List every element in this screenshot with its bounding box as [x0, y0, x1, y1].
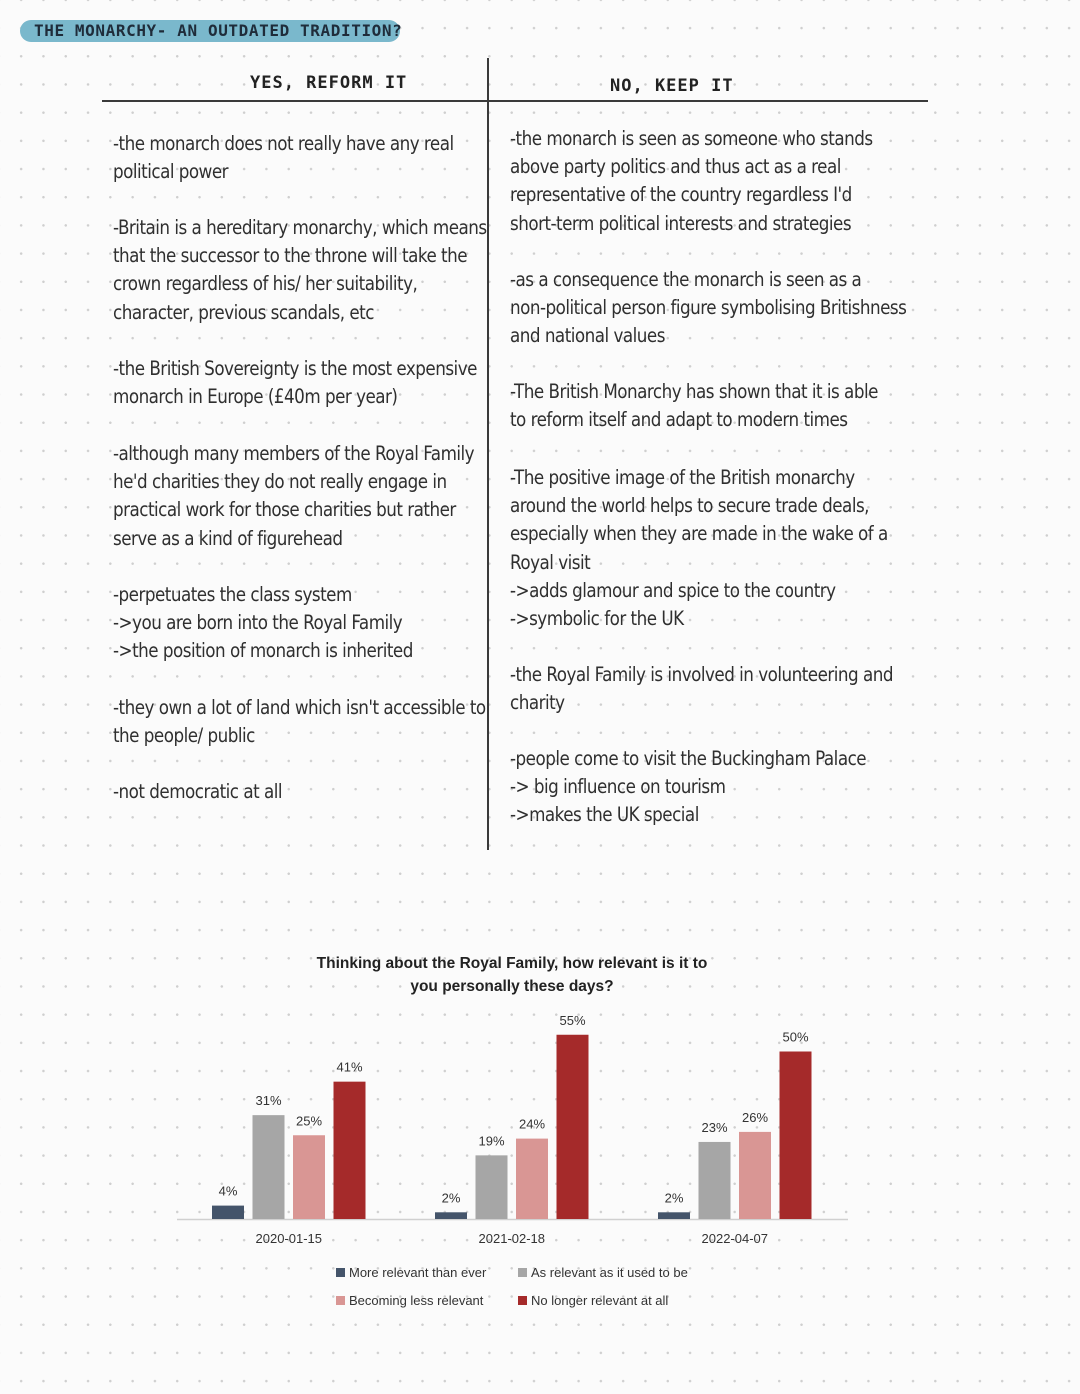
- yes-point: -not democratic at all: [113, 780, 283, 803]
- legend-swatch: [336, 1296, 345, 1305]
- x-tick-label: 2022-04-07: [701, 1231, 768, 1246]
- data-label: 41%: [336, 1059, 363, 1075]
- legend-item: As relevant as it used to be: [518, 1265, 688, 1280]
- bar: [557, 1035, 589, 1219]
- data-label: 4%: [218, 1183, 238, 1199]
- bar: [739, 1132, 771, 1219]
- x-tick-label: 2021-02-18: [478, 1231, 545, 1246]
- data-label: 55%: [559, 1012, 586, 1028]
- yes-point: -Britain is a hereditary monarchy, which means that the successor to the throne will take the crown regardless of his/ her suitability, character, previous scandals, etc: [113, 216, 487, 324]
- legend-swatch: [518, 1268, 527, 1277]
- bar: [658, 1212, 690, 1219]
- data-label: 24%: [518, 1116, 546, 1132]
- no-point: -the Royal Family is involved in volunteering and charity: [510, 663, 893, 715]
- yes-point: -although many members of the Royal Family he'd charities they do not really engage in practical work for those charities but rather serve as a kind of figurehead: [113, 442, 475, 550]
- page-title: THE MONARCHY- AN OUTDATED TRADITION?: [34, 21, 403, 40]
- data-label: 25%: [295, 1113, 323, 1129]
- bar: [435, 1212, 467, 1219]
- bar: [253, 1115, 285, 1219]
- legend-item: More relevant than ever: [336, 1265, 486, 1280]
- no-point: -The British Monarchy has shown that it is able to reform itself and adapt to modern times: [510, 380, 878, 432]
- data-label: 31%: [255, 1093, 282, 1109]
- chart-title: Thinking about the Royal Family, how relevant is it to you personally these days?: [316, 955, 708, 995]
- yes-point: -perpetuates the class system ->you are born into the Royal Family ->the position of monarch is inherited: [113, 583, 413, 663]
- data-label: 50%: [782, 1029, 809, 1045]
- bar: [780, 1052, 812, 1220]
- bar: [293, 1135, 325, 1219]
- yes-point: -the British Sovereignty is the most expensive monarch in Europe (£40m per year): [113, 357, 477, 409]
- yes-column-heading: YES, REFORM IT: [250, 73, 408, 93]
- data-label: 2%: [664, 1190, 684, 1206]
- legend-item: Becoming less relevant: [336, 1293, 483, 1308]
- no-point: -The positive image of the British monarchy around the world helps to secure trade deals, especially when they are made in the wake of a Royal visit ->adds glamour and spice to the country ->symbolic for the UK: [510, 466, 888, 631]
- no-point: -the monarch is seen as someone who stands above party politics and thus act as a real representative of the country regardless I'd short-term political interests and strategies: [510, 127, 873, 235]
- no-point: -people come to visit the Buckingham Palace -> big influence on tourism ->makes the UK special: [510, 747, 867, 827]
- x-tick-label: 2020-01-15: [255, 1231, 322, 1246]
- bar: [516, 1139, 548, 1219]
- data-label: 26%: [741, 1109, 769, 1125]
- legend-item: No longer relevant at all: [518, 1293, 668, 1308]
- legend-swatch: [336, 1268, 345, 1277]
- data-label: 23%: [701, 1119, 728, 1135]
- no-column-heading: NO, KEEP IT: [610, 76, 734, 96]
- data-label: 2%: [441, 1190, 461, 1206]
- yes-point: -the monarch does not really have any real political power: [113, 132, 454, 184]
- bar: [212, 1206, 244, 1219]
- bar: [334, 1082, 366, 1219]
- bar: [699, 1142, 731, 1219]
- data-label: 19%: [478, 1133, 505, 1149]
- legend-swatch: [518, 1296, 527, 1305]
- yes-point: -they own a lot of land which isn't accessible to the people/ public: [113, 696, 486, 748]
- no-point: -as a consequence the monarch is seen as a non-political person figure symbolising Britishness and national values: [510, 268, 907, 348]
- bar: [476, 1155, 508, 1219]
